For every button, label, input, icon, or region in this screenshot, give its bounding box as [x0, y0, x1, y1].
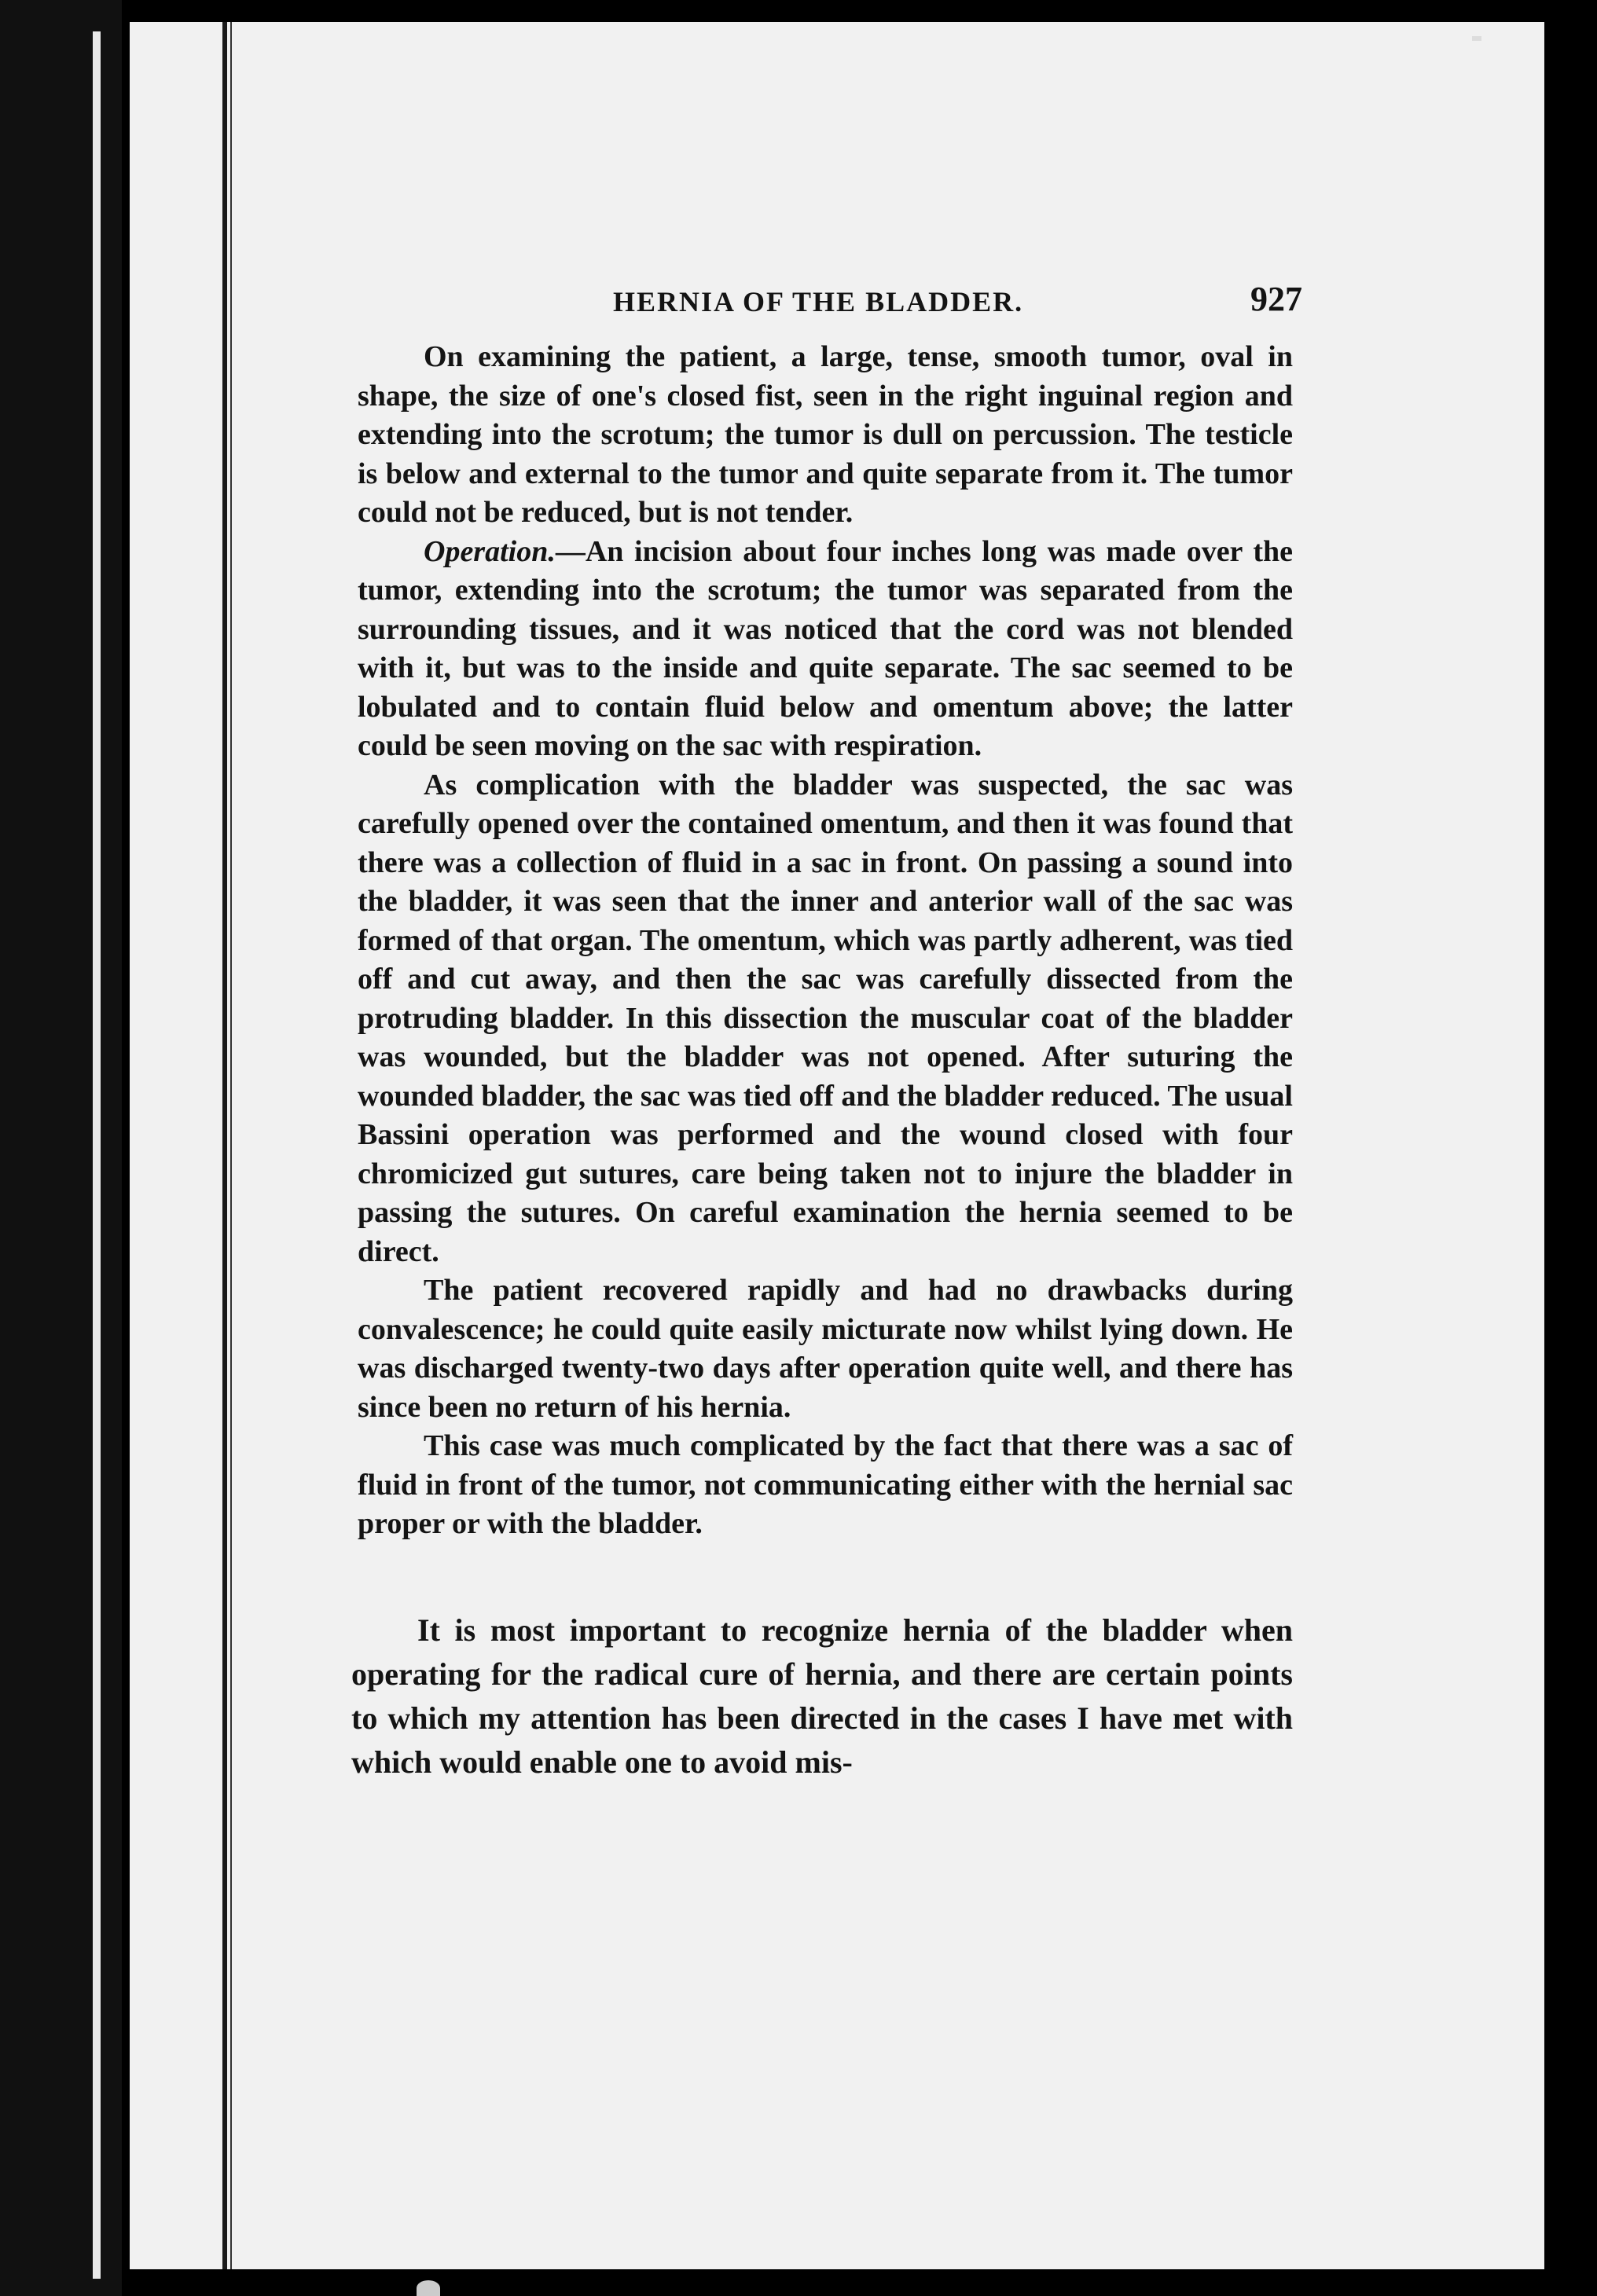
page-text: [351, 280, 1302, 1784]
scan-smudge: [417, 2280, 440, 2296]
paragraph-complication: As complication with the bladder was suspected, the sac was carefully opened over the contained omentum, and then it was found that there was a collection of fluid in a sac in front. On passing a sound into the bladder, it was seen that the inner and anterior wall of the sac was formed of that organ. The omentum, which was partly adherent, was tied off and cut away, and then the sac was carefully dissected from the protruding bladder. In this dissection the muscular coat of the bladder was wounded, but the bladder was not opened. After suturing the wounded bladder, the sac was tied off and the bladder reduced. The usual Bassini operation was performed and the wound closed with four chromicized gut sutures, care being taken not to injure the bladder in passing the sutures. On careful examination the hernia seemed to be direct.: [358, 768, 1293, 1268]
page-number: 927: [1250, 280, 1302, 318]
paragraph-operation: [358, 533, 1293, 766]
paragraph-examination: On examining the patient, a large, tense, smooth tumor, oval in shape, the size of one's closed fist, seen in the right inguinal region and extending into the scrotum; the tumor is dull on percussion. The testicle is below and external to the tumor and quite separate from it. The tumor could not be reduced, but is not tender.: [358, 340, 1293, 529]
spine-shadow-thin: [230, 22, 232, 2269]
operation-heading: Operation.: [424, 534, 556, 568]
scan-fleck: [1472, 36, 1481, 41]
gutter-edge: [93, 31, 101, 2279]
facing-page-edge: [0, 0, 122, 2296]
paragraph-recovery: The patient recovered rapidly and had no drawbacks during convalescence; he could quite easily micturate now whilst lying down. He was discharged twenty-two days after operation quite well, and there has since been no return of his hernia.: [358, 1274, 1293, 1424]
running-title: HERNIA OF THE BLADDER.: [613, 286, 1024, 317]
section-break: [358, 1544, 1293, 1608]
running-header: [358, 280, 1302, 336]
spine-shadow: [222, 22, 227, 2269]
paragraph-recognition: It is most important to recognize hernia of the bladder when operating for the radical cure of hernia, and there are certain points to which my attention has been directed in the cases I have met with which would enable one to avoid mis-: [351, 1612, 1293, 1780]
operation-text: —An incision about four inches long was made over the tumor, extending into the scrotum; the tumor was separated from the surrounding tissues, and it was noticed that the cord was not blended with it, but was to the inside and quite separate. The sac seemed to be lobulated and to contain fluid below and omentum above; the latter could be seen moving on the sac with respiration.: [358, 534, 1293, 762]
paragraph-case-note: This case was much complicated by the fact that there was a sac of fluid in front of the tumor, not communicating either with the hernial sac proper or with the bladder.: [358, 1429, 1293, 1540]
